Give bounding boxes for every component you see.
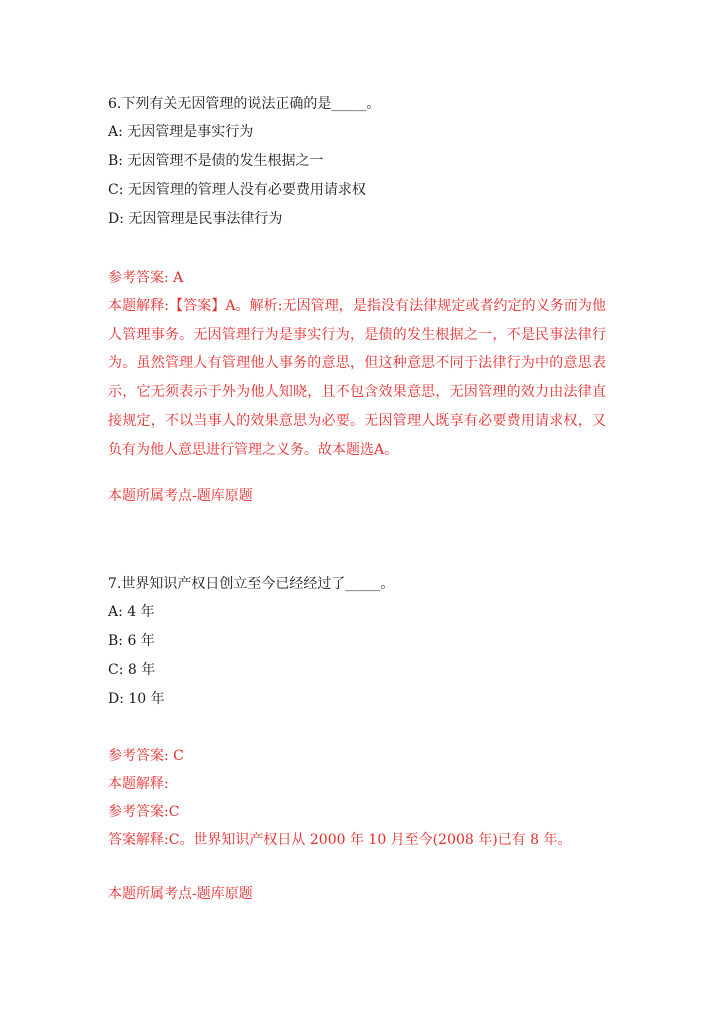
reference-answer: 参考答案: A — [108, 270, 184, 286]
option-d: D: 无因管理是民事法律行为 — [108, 211, 283, 227]
option-b: B: 无因管理不是债的发生根据之一 — [108, 153, 324, 169]
option-a: A: 无因管理是事实行为 — [108, 124, 254, 140]
option-d: D: 10 年 — [108, 691, 165, 707]
question-7 — [108, 570, 608, 854]
question-6 — [108, 90, 608, 464]
answer-explanation: 本题解释:【答案】A。解析:无因管理，是指没有法律规定或者约定的义务而为他人管理事务。无因管理行为是事实行为，是债的发生根据之一，不是民事法律行为。虽然管理人有管理他人事务的意思，但这种意思不同于法律行为中的意思表示，它无须表示于外为他人知晓，且不包含效果意思，无因管理的效力由法律直接规定，不以当事人的效果意思为必要。无因管理人既享有必要费用请求权，又负有为他人意思进行管理之义务。故本题选A。 — [108, 298, 606, 458]
option-a: A: 4 年 — [108, 604, 155, 620]
option-c: C: 无因管理的管理人没有必要费用请求权 — [108, 182, 366, 198]
option-c: C: 8 年 — [108, 662, 156, 678]
option-list — [108, 598, 608, 714]
knowledge-point-tag: 本题所属考点-题库原题 — [108, 488, 253, 504]
option-b: B: 6 年 — [108, 633, 155, 649]
reference-answer: 参考答案: C — [108, 748, 184, 764]
explanation-label: 本题解释: — [108, 776, 169, 792]
reference-answer-secondary: 参考答案:C — [108, 804, 180, 820]
question-stem: 7.世界知识产权日创立至今已经经过了_____。 — [108, 576, 395, 592]
question-stem: 6.下列有关无因管理的说法正确的是_____。 — [108, 96, 381, 112]
option-list — [108, 118, 608, 234]
answer-explanation: 答案解释:C。世界知识产权日从 2000 年 10 月至今(2008 年)已有 8 年。 — [108, 832, 572, 848]
knowledge-point-tag: 本题所属考点-题库原题 — [108, 886, 253, 902]
